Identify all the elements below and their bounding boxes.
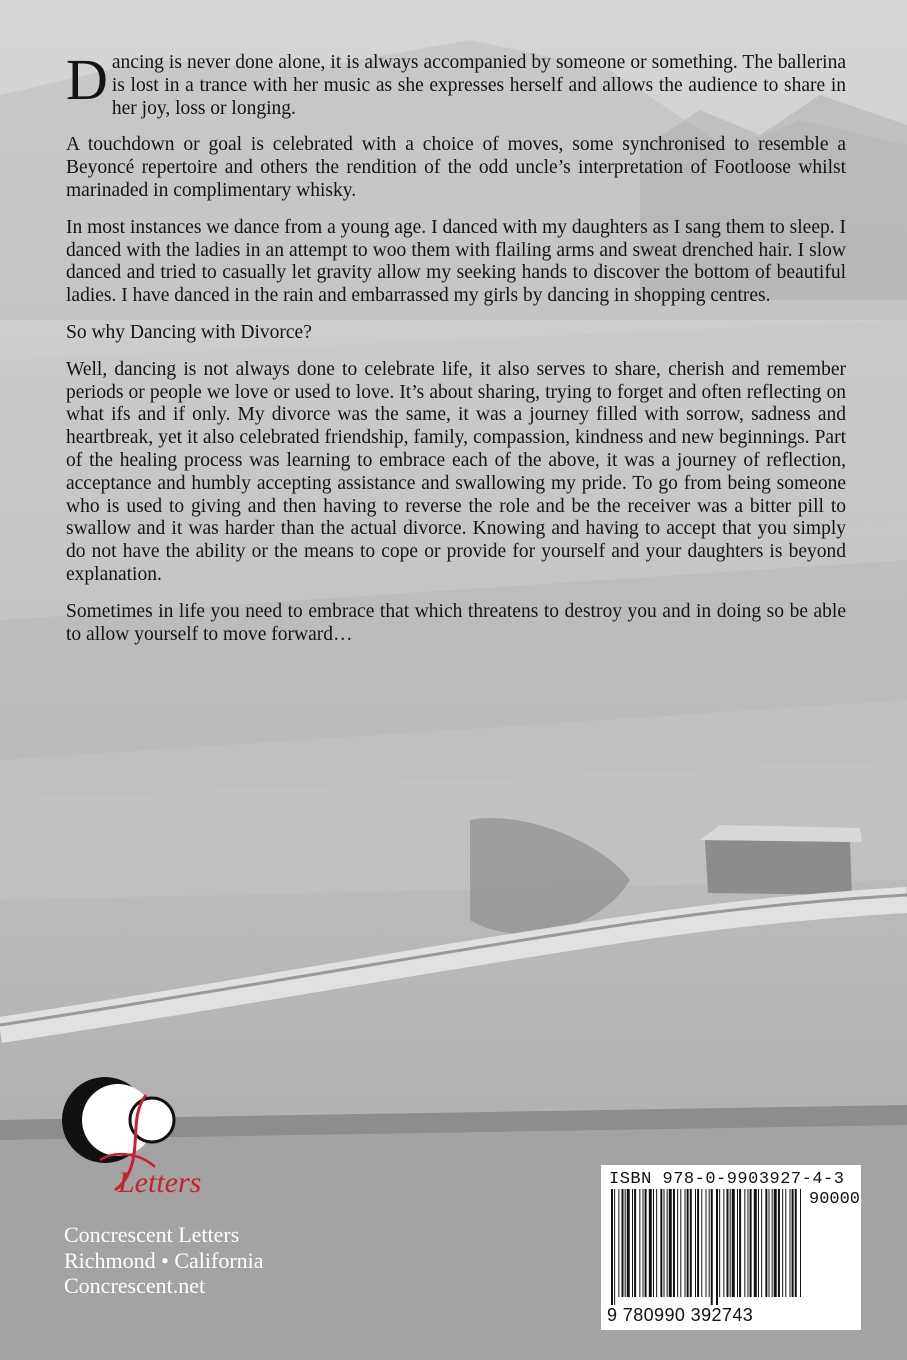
blurb-paragraph-3: In most instances we dance from a young age. I danced with my daughters as I sang them to sleep. I danced with the ladies in an attempt to woo them with flailing arms and sweat drenched hair. I slow danced and tried to casually let gravity allow my seeking hands to discover the bottom of beautiful ladies. I have danced in the rain and embarrassed my girls by dancing in shopping centres. xyxy=(66,216,846,307)
barcode-bar xyxy=(778,1189,780,1297)
isbn-text: ISBN 978-0-9903927-4-3 xyxy=(609,1170,845,1189)
blurb-paragraph-1 xyxy=(66,47,846,120)
barcode-bar xyxy=(680,1189,681,1297)
barcode-bar xyxy=(625,1189,626,1297)
barcode-bar xyxy=(701,1189,702,1297)
barcode-bar xyxy=(645,1189,647,1297)
blurb-paragraph-4: So why Dancing with Divorce? xyxy=(66,321,312,343)
barcode-bar xyxy=(772,1189,773,1297)
barcode-bar xyxy=(697,1189,699,1297)
isbn-barcode xyxy=(601,1165,861,1330)
barcode-bar xyxy=(669,1189,672,1297)
barcode-bar xyxy=(653,1189,654,1297)
barcode-bar xyxy=(634,1189,636,1297)
publisher-imprint xyxy=(64,1222,264,1299)
barcode-bar xyxy=(750,1189,752,1297)
barcode-bar xyxy=(627,1189,630,1297)
blurb-paragraph-1-text: ancing is never done alone, it is always accompanied by someone or something. The ballerina is lost in a trance with her music as she expresses herself and allows the audience to share in her joy, loss or longing. xyxy=(111,52,846,119)
barcode-bar xyxy=(614,1189,615,1305)
barcode-bar xyxy=(643,1189,644,1297)
barcode-bar xyxy=(761,1189,762,1297)
barcode-bar xyxy=(769,1189,770,1297)
barn-roof xyxy=(700,825,862,842)
barcode-bar xyxy=(785,1189,786,1297)
barcode-bar xyxy=(673,1189,675,1297)
barcode-bar xyxy=(800,1189,801,1297)
barcode-bar xyxy=(618,1189,619,1297)
barcode-bar xyxy=(677,1189,678,1297)
barcode-bar xyxy=(758,1189,759,1297)
publisher-website: Concrescent.net xyxy=(64,1273,206,1298)
barcode-bar xyxy=(744,1189,745,1297)
barcode-bar xyxy=(660,1189,662,1297)
price-code: 90000 xyxy=(809,1190,861,1209)
barcode-bar xyxy=(622,1189,624,1297)
barcode-bar xyxy=(632,1189,633,1297)
barcode-bar xyxy=(664,1189,665,1297)
barcode-bar xyxy=(748,1189,749,1297)
barcode-bar xyxy=(639,1189,640,1297)
barcode-bar xyxy=(795,1189,797,1297)
barcode-bar xyxy=(754,1189,757,1297)
drop-cap: D xyxy=(66,47,108,112)
barcode-bar xyxy=(723,1189,724,1297)
barcode-bar xyxy=(782,1189,783,1297)
barn-shape xyxy=(705,840,852,895)
barcode-bar xyxy=(774,1189,777,1297)
blurb-paragraph-2: A touchdown or goal is celebrated with a choice of moves, some synchronised to resemble a Beyoncé repertoire and others the rendition of the odd uncle’s interpretation of Footloose whilst marinaded in complimentary whisky. xyxy=(66,134,846,201)
barcode-bar xyxy=(656,1189,657,1297)
barcode-bar xyxy=(727,1189,729,1297)
barcode-bar xyxy=(737,1189,738,1297)
barcode-bar xyxy=(765,1189,767,1297)
publisher-location: Richmond • California xyxy=(64,1247,264,1273)
barcode-bars xyxy=(609,1189,805,1305)
barcode-bar xyxy=(687,1189,689,1297)
barcode-bar xyxy=(792,1189,794,1297)
barcode-bar xyxy=(739,1189,741,1297)
barcode-bar xyxy=(690,1189,692,1297)
publisher-logo xyxy=(60,1075,210,1195)
barcode-bar xyxy=(667,1189,668,1297)
barcode-bar xyxy=(716,1189,718,1305)
barcode-bar xyxy=(730,1189,731,1297)
barcode-bar xyxy=(685,1189,686,1297)
logo-wordmark: Letters xyxy=(118,1166,202,1195)
barcode-bar xyxy=(732,1189,735,1297)
barcode-bar xyxy=(611,1189,613,1305)
publisher-name: Concrescent Letters xyxy=(64,1222,240,1247)
barcode-bar xyxy=(649,1189,652,1297)
ean-digits: 9 780990 392743 xyxy=(607,1305,754,1325)
barcode-bar xyxy=(709,1189,710,1297)
barcode-bar xyxy=(790,1189,791,1297)
blurb-paragraph-6: Sometimes in life you need to embrace that which threatens to destroy you and in doing so be able to allow yourself to move forward… xyxy=(66,600,846,645)
barcode-bar xyxy=(719,1189,720,1297)
barcode-bar xyxy=(695,1189,696,1297)
blurb-paragraph-5: Well, dancing is not always done to celebrate life, it also serves to share, cherish and remember periods or people we love or used to love. It’s about sharing, trying to forget and often reflecting on what ifs and if only. My divorce was the same, it was a journey filled with sorrow, sadness and heartbreak, yet it also celebrated friendship, family, compassion, kindness and new beginnings. Part of the healing process was learning to embrace each of the above, it was a journey of reflection, acceptance and humbly accepting assistance and swallowing my pride. To go from being someone who is used to giving and then having to reverse the role and be the receiver was a bitter pill to swallow and it was harder than the actual divorce. Knowing and having to accept that you simply do not have the ability or the means to cope or provide for yourself and your daughters is beyond explanation. xyxy=(66,358,846,585)
blurb-text xyxy=(66,47,846,660)
barcode-bar xyxy=(711,1189,713,1305)
barcode-bar xyxy=(706,1189,707,1297)
